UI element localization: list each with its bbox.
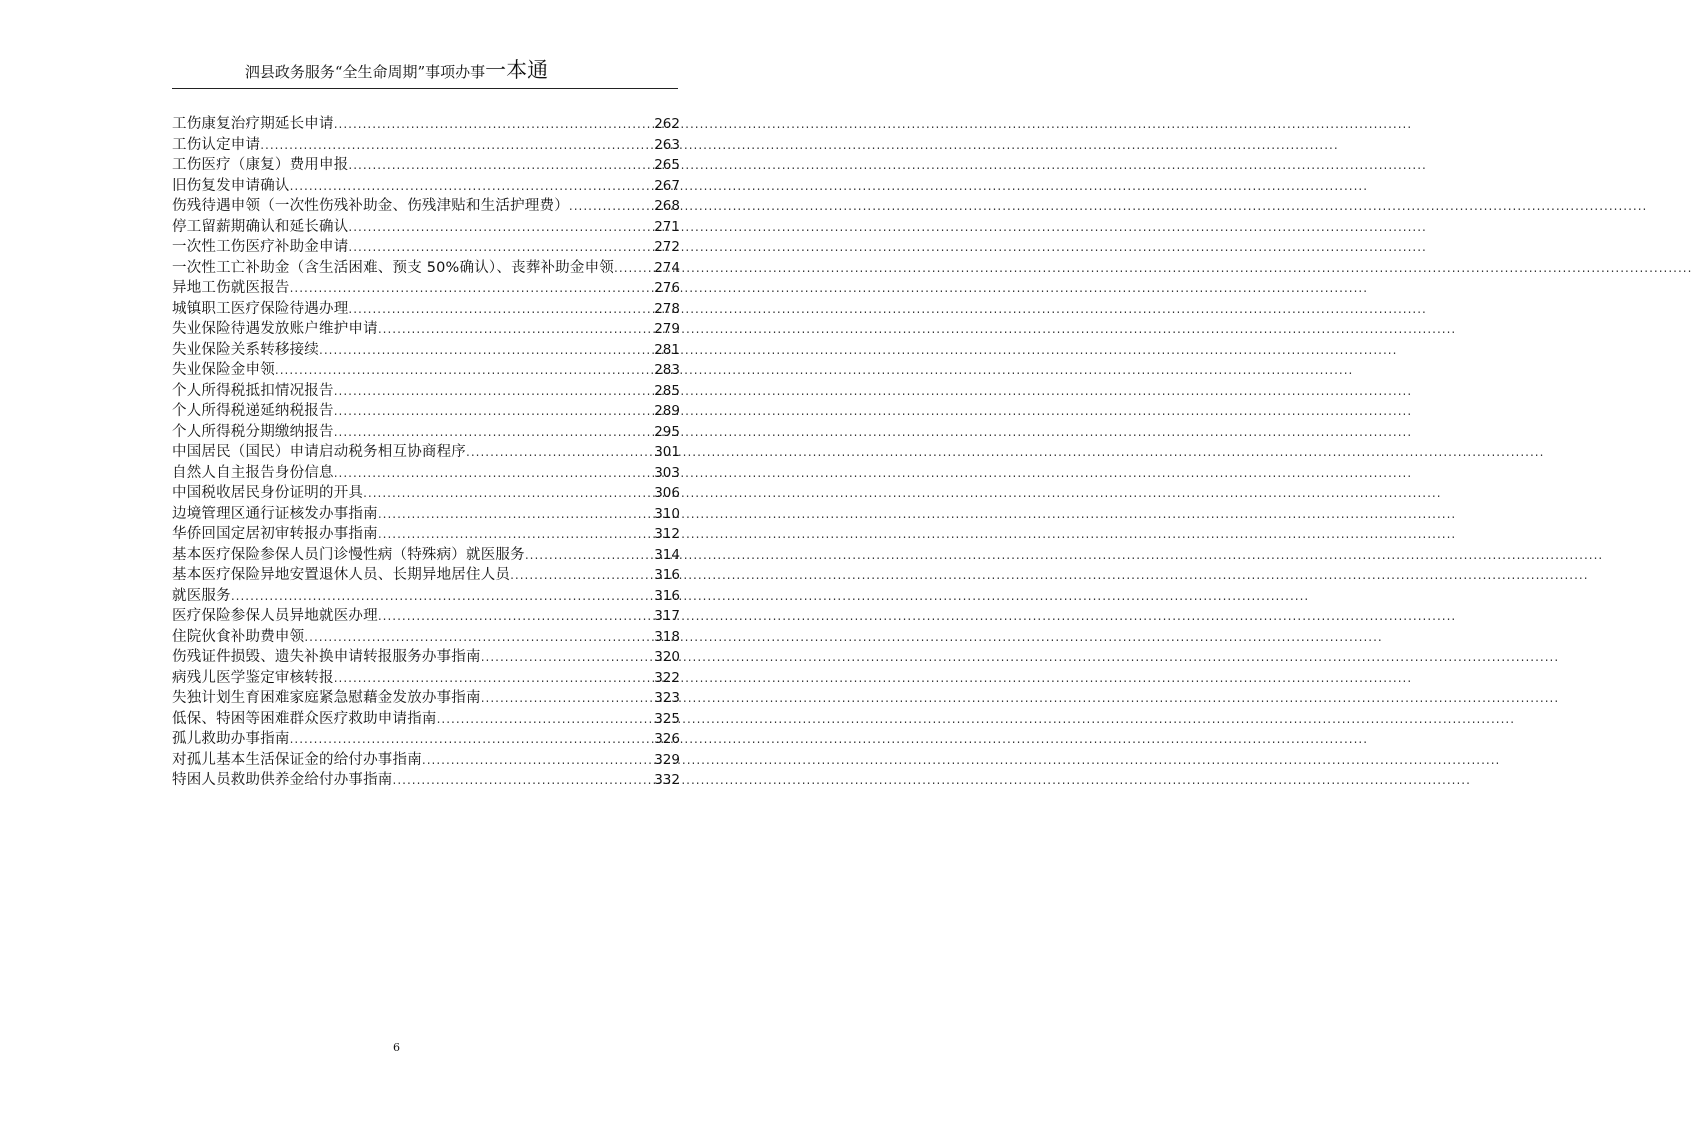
toc-entry-title: 失独计划生育困难家庭紧急慰藉金发放办事指南 [172, 690, 481, 706]
toc-entry[interactable] [172, 668, 680, 689]
dot-leader [348, 217, 653, 238]
toc-entry[interactable] [172, 729, 680, 750]
dot-leader [569, 196, 653, 217]
toc-entry[interactable] [172, 401, 680, 422]
dot-leader [481, 647, 654, 668]
toc-entry-title: 个人所得税分期缴纳报告 [172, 423, 334, 440]
dot-leader [378, 606, 653, 627]
toc-entry-title: 旧伤复发申请确认 [172, 177, 290, 194]
dot-leader [525, 545, 653, 566]
toc-entry-page: 329 [654, 751, 680, 768]
toc-entry-title: 中国税收居民身份证明的开具 [172, 485, 364, 501]
toc-entry-page: 262 [654, 116, 680, 132]
toc-entry[interactable] [172, 770, 680, 791]
dot-leader [334, 422, 654, 443]
header-prefix: 泗县政务服务“全生命周期”事项办事 [244, 63, 486, 81]
toc-entry-page: 276 [654, 280, 680, 296]
dot-leader [334, 463, 654, 484]
dot-leader [290, 176, 654, 197]
toc-entry-page: 279 [654, 321, 680, 337]
toc-entry-title: 特困人员救助供养金给付办事指南 [172, 772, 393, 788]
dot-leader [334, 114, 654, 135]
toc-entry-page: 289 [654, 403, 680, 419]
toc-entry[interactable] [172, 606, 680, 627]
toc-entry-page: 295 [654, 423, 680, 440]
dot-leader [304, 627, 653, 648]
toc-entry-title: 基本医疗保险参保人员门诊慢性病（特殊病）就医服务 [172, 546, 525, 563]
toc-entry[interactable] [172, 504, 680, 525]
header-rule [172, 88, 678, 89]
toc-entry-title: 基本医疗保险异地安置退休人员、长期异地居住人员 [172, 567, 511, 583]
toc-entry[interactable] [172, 114, 680, 135]
toc-entry-page: 316 [654, 587, 680, 604]
toc-entry-title: 住院伙食补助费申领 [172, 628, 305, 645]
table-of-contents [172, 114, 680, 791]
toc-entry[interactable] [172, 237, 680, 258]
dot-leader [334, 401, 654, 422]
dot-leader [481, 688, 654, 709]
toc-entry-page: 314 [654, 546, 680, 563]
toc-entry[interactable] [172, 545, 680, 566]
toc-entry-page: 274 [654, 259, 680, 276]
toc-entry-title: 自然人自主报告身份信息 [172, 464, 334, 481]
toc-entry-title: 一次性工伤医疗补助金申请 [172, 239, 349, 255]
toc-entry-page: 310 [654, 505, 680, 522]
running-header [0, 60, 793, 82]
toc-entry-title: 工伤医疗（康复）费用申报 [172, 157, 349, 173]
toc-entry[interactable] [172, 217, 680, 238]
dot-leader [378, 319, 653, 340]
toc-entry-page: 332 [654, 772, 680, 788]
toc-entry-title: 边境管理区通行证核发办事指南 [172, 505, 378, 522]
dot-leader [348, 155, 653, 176]
dot-leader [378, 524, 653, 545]
toc-entry[interactable] [172, 278, 680, 299]
toc-entry-title: 失业保险金申领 [172, 362, 275, 378]
toc-entry[interactable] [172, 299, 680, 320]
toc-entry[interactable] [172, 524, 680, 545]
toc-entry-page: 306 [654, 485, 680, 501]
dot-leader [275, 360, 653, 381]
toc-entry-title: 孤儿救助办事指南 [172, 731, 290, 747]
toc-entry-page: 325 [654, 710, 680, 727]
toc-entry-title: 个人所得税抵扣情况报告 [172, 382, 334, 399]
toc-entry-page: 303 [654, 464, 680, 481]
dot-leader [466, 442, 653, 463]
toc-entry-page: 316 [654, 567, 680, 583]
toc-entry-title: 就医服务 [172, 587, 231, 604]
toc-entry-page: 301 [654, 444, 680, 460]
dot-leader [334, 381, 654, 402]
toc-entry[interactable] [172, 565, 680, 586]
toc-entry[interactable] [172, 135, 680, 156]
toc-entry-title: 工伤康复治疗期延长申请 [172, 116, 334, 132]
toc-entry[interactable] [172, 196, 680, 217]
toc-entry-title: 对孤儿基本生活保证金的给付办事指南 [172, 751, 422, 768]
toc-entry-page: 283 [654, 362, 680, 378]
toc-entry[interactable] [172, 319, 680, 340]
toc-entry-title: 伤残证件损毁、遗失补换申请转报服务办事指南 [172, 649, 481, 665]
toc-entry-title: 病残儿医学鉴定审核转报 [172, 669, 334, 686]
dot-leader [260, 135, 653, 156]
toc-entry[interactable] [172, 442, 680, 463]
dot-leader [510, 565, 653, 586]
toc-entry-page: 281 [654, 341, 680, 358]
toc-entry-page: 317 [654, 608, 680, 624]
toc-entry-page: 320 [654, 649, 680, 665]
toc-entry-title: 工伤认定申请 [172, 136, 261, 153]
toc-entry-page: 263 [654, 136, 680, 153]
toc-entry-page: 312 [654, 526, 680, 542]
toc-entry-title: 个人所得税递延纳税报告 [172, 403, 334, 419]
toc-entry[interactable] [172, 155, 680, 176]
toc-entry-page: 267 [654, 177, 680, 194]
toc-entry[interactable] [172, 627, 680, 648]
toc-entry-page: 318 [654, 628, 680, 645]
toc-entry[interactable] [172, 340, 680, 361]
dot-leader [290, 729, 654, 750]
toc-entry-title: 异地工伤就医报告 [172, 280, 290, 296]
toc-entry-title: 城镇职工医疗保险待遇办理 [172, 300, 349, 317]
dot-leader [422, 750, 653, 771]
dot-leader [290, 278, 654, 299]
toc-entry-title: 失业保险待遇发放账户维护申请 [172, 321, 378, 337]
toc-entry-page: 271 [654, 218, 680, 235]
toc-entry-title: 华侨回国定居初审转报办事指南 [172, 526, 378, 542]
toc-entry[interactable] [172, 176, 680, 197]
toc-entry-title: 医疗保险参保人员异地就医办理 [172, 608, 378, 624]
toc-entry-title: 伤残待遇申领（一次性伤残补助金、伤残津贴和生活护理费） [172, 198, 569, 214]
dot-leader [334, 668, 654, 689]
toc-entry[interactable] [172, 709, 680, 730]
toc-entry[interactable] [172, 381, 680, 402]
toc-entry-page: 265 [654, 157, 680, 173]
toc-entry-page: 322 [654, 669, 680, 686]
dot-leader [378, 504, 653, 525]
dot-leader [393, 770, 654, 791]
toc-entry-page: 278 [654, 300, 680, 317]
dot-leader [437, 709, 654, 730]
toc-entry-page: 326 [654, 731, 680, 747]
dot-leader [231, 586, 653, 607]
toc-entry-title: 一次性工亡补助金（含生活困难、预支 50%确认）、丧葬补助金申领 [172, 259, 614, 276]
toc-entry[interactable] [172, 422, 680, 443]
toc-entry[interactable] [172, 258, 680, 279]
toc-entry[interactable] [172, 360, 680, 381]
toc-entry-page: 268 [654, 198, 680, 214]
toc-entry[interactable] [172, 463, 680, 484]
toc-entry-title: 中国居民（国民）申请启动税务相互协商程序 [172, 444, 466, 460]
toc-entry-page: 272 [654, 239, 680, 255]
toc-entry[interactable] [172, 586, 680, 607]
dot-leader [348, 237, 653, 258]
toc-entry-title: 失业保险关系转移接续 [172, 341, 319, 358]
dot-leader [319, 340, 653, 361]
toc-entry[interactable] [172, 750, 680, 771]
dot-leader [614, 258, 653, 279]
page-number: 6 [393, 1041, 400, 1054]
dot-leader [363, 483, 653, 504]
dot-leader [348, 299, 653, 320]
toc-entry-page: 323 [654, 690, 680, 706]
toc-entry[interactable] [172, 688, 680, 709]
toc-entry[interactable] [172, 647, 680, 668]
toc-entry-title: 停工留薪期确认和延长确认 [172, 218, 349, 235]
toc-entry-title: 低保、特困等困难群众医疗救助申请指南 [172, 710, 437, 727]
toc-entry[interactable] [172, 483, 680, 504]
header-suffix: 一本通 [485, 58, 549, 82]
toc-entry-page: 285 [654, 382, 680, 399]
